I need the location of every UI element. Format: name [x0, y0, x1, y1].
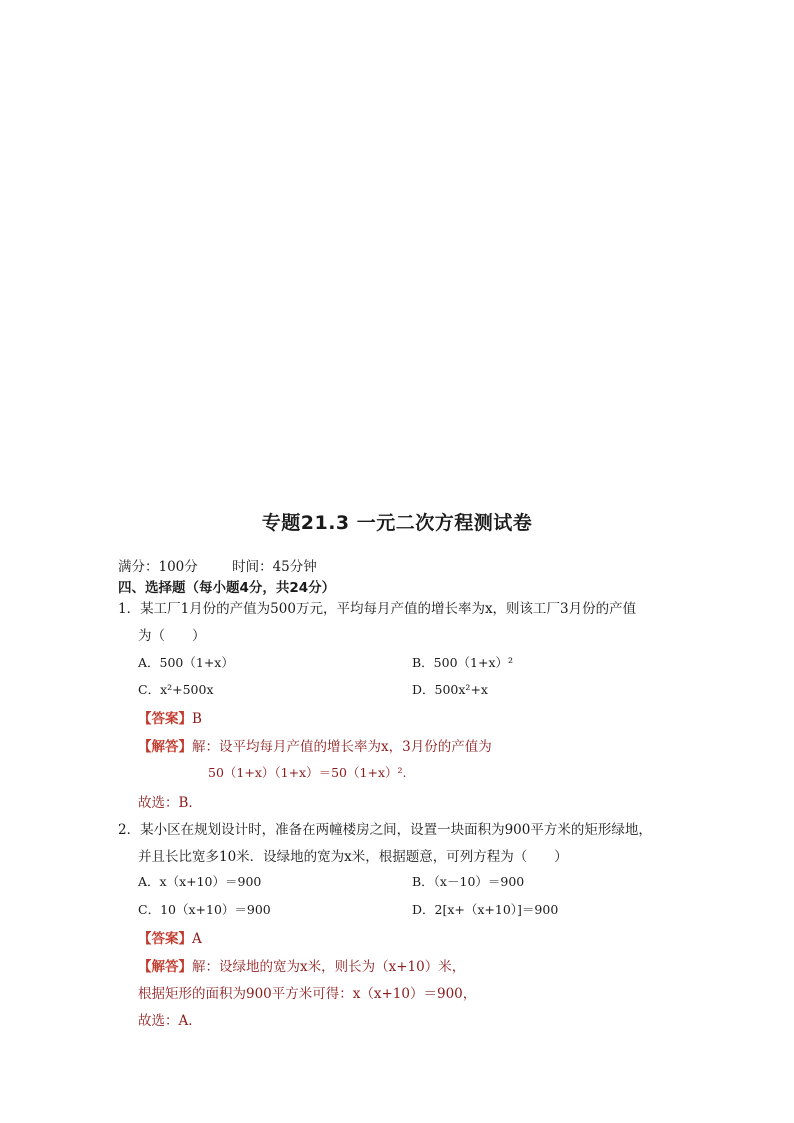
q1-option-c: C．x²+500x	[138, 682, 214, 697]
answer-tag: 【答案】	[138, 931, 192, 947]
q1-answer	[138, 707, 202, 727]
q2-answer	[138, 927, 202, 947]
answer-value: A	[192, 931, 202, 947]
q1-option-b: B．500（1+x）²	[412, 655, 514, 670]
q2-stem-line1: 2．某小区在规划设计时，准备在两幢楼房之间，设置一块面积为900平方米的矩形绿地，	[118, 822, 652, 838]
q1-solution-line2: 50（1+x）（1+x）＝50（1+x）².	[208, 765, 407, 780]
solution-text: 解：设绿地的宽为x米，则长为（x+10）米，	[192, 959, 466, 975]
section-heading: 四、选择题（每小题4分，共24分）	[118, 580, 336, 596]
q2-option-a: A．x（x+10）＝900	[138, 874, 262, 889]
q1-option-a: A．500（1+x）	[138, 655, 234, 670]
q2-option-c: C．10（x+10）＝900	[138, 902, 271, 917]
answer-value: B	[192, 711, 202, 727]
q1-stem-line2: 为（ ）	[138, 628, 206, 644]
score-label: 满分：100分	[118, 559, 198, 575]
q1-choose: 故选：B．	[138, 795, 202, 811]
page-title: 专题21.3 一元二次方程测试卷	[261, 512, 533, 534]
q1-solution-line1	[138, 735, 492, 755]
solution-tag: 【解答】	[138, 739, 192, 755]
q2-stem-line2: 并且长比宽多10米．设绿地的宽为x米，根据题意，可列方程为（ ）	[138, 849, 568, 865]
exam-meta	[118, 555, 317, 575]
solution-tag: 【解答】	[138, 959, 192, 975]
q1-stem-line1: 1．某工厂1月份的产值为500万元，平均每月产值的增长率为x，则该工厂3月份的产值	[118, 601, 637, 617]
solution-text: 解：设平均每月产值的增长率为x，3月份的产值为	[192, 739, 492, 755]
q1-option-d: D．500x²+x	[412, 682, 488, 697]
answer-tag: 【答案】	[138, 711, 192, 727]
q2-choose: 故选：A．	[138, 1013, 202, 1029]
q2-solution-line1	[138, 955, 465, 975]
q2-option-d: D．2[x+（x+10）]＝900	[412, 902, 559, 917]
q2-option-b: B．（x－10）＝900	[412, 874, 525, 889]
time-label: 时间：45分钟	[232, 559, 317, 575]
q2-solution-line2: 根据矩形的面积为900平方米可得：x（x+10）＝900，	[138, 986, 477, 1002]
